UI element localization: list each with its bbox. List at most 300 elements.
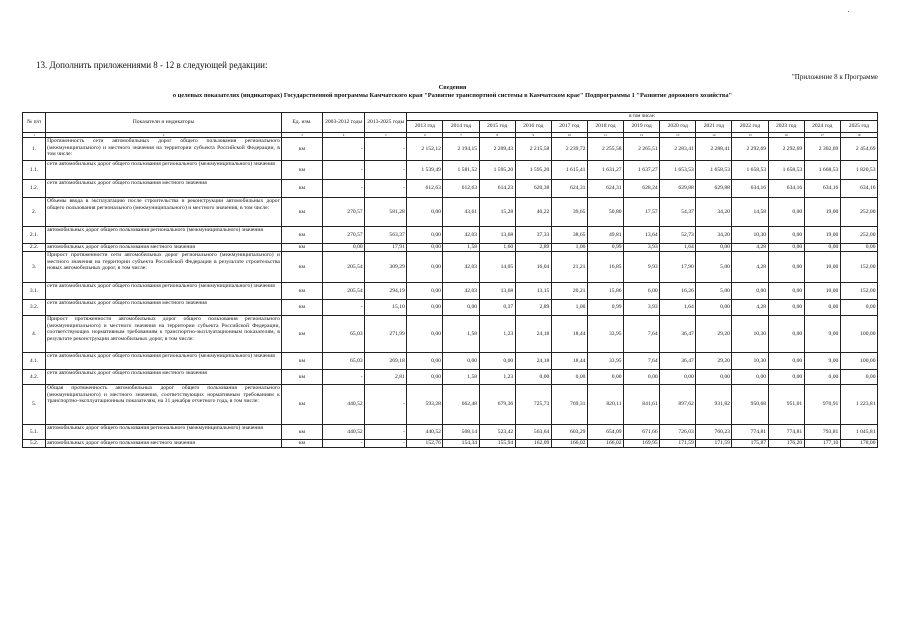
column-number: 2 xyxy=(46,133,282,138)
year-value: 176,20 xyxy=(768,440,804,448)
year-value: 931,82 xyxy=(696,385,732,425)
year-value: 9,93 xyxy=(624,252,660,283)
year-value: 152,00 xyxy=(840,252,877,283)
year-value: 34,20 xyxy=(696,227,732,244)
year-value: 10,30 xyxy=(732,353,768,370)
table-row xyxy=(23,252,878,283)
year-value: 0,00 xyxy=(732,370,768,385)
header-year: 2018 год xyxy=(587,121,623,133)
indicator-name: Прирост протяженности сети автомобильных дорог регионального (межмуниципального) и местного значения на территории субъекта Российской Федерации в результате строительства новых автомобильных дорог, в том числе: xyxy=(46,252,282,283)
year-value: 0,00 xyxy=(407,198,443,227)
year-value: 0,00 xyxy=(407,227,443,244)
year-value: 40,22 xyxy=(515,198,551,227)
unit-cell: км xyxy=(281,252,322,283)
year-value: 1 820,53 xyxy=(840,161,877,180)
year-value: 24,18 xyxy=(515,316,551,353)
year-value: 15,28 xyxy=(479,198,515,227)
year-value: 20,21 xyxy=(551,283,587,300)
year-value: 18,44 xyxy=(551,316,587,353)
year-value: 1 539,49 xyxy=(407,161,443,180)
indicators-table xyxy=(22,112,878,448)
header-period-2013-2025: 2013-2025 годы xyxy=(365,113,407,133)
year-value: 1 045,81 xyxy=(840,425,877,440)
year-value: 0,00 xyxy=(840,370,877,385)
year-value: 2,89 xyxy=(515,300,551,316)
unit-cell: км xyxy=(281,161,322,180)
column-number: 14 xyxy=(696,133,732,138)
header-year: 2013 год xyxy=(407,121,443,133)
year-value: 49,81 xyxy=(587,227,623,244)
year-value: 9,00 xyxy=(804,316,840,353)
table-row xyxy=(23,440,878,448)
period-2003-2012-value: - xyxy=(323,161,365,180)
period-2013-2025-value: - xyxy=(365,138,407,161)
header-period-2003-2012: 2003-2012 годы xyxy=(323,113,365,133)
row-number: 4.1. xyxy=(23,353,46,370)
year-value: 612,63 xyxy=(407,180,443,198)
year-value: 620,38 xyxy=(515,180,551,198)
column-number: 7 xyxy=(443,133,479,138)
year-value: 2 454,69 xyxy=(840,138,877,161)
year-value: 5,00 xyxy=(696,283,732,300)
period-2013-2025-value: 15,10 xyxy=(365,300,407,316)
year-value: 100,00 xyxy=(840,316,877,353)
period-2013-2025-value: 563,37 xyxy=(365,227,407,244)
year-value: 970,91 xyxy=(804,385,840,425)
column-number: 15 xyxy=(732,133,768,138)
year-value: 440,52 xyxy=(407,425,443,440)
year-value: 2 255,58 xyxy=(587,138,623,161)
year-value: 16,85 xyxy=(587,252,623,283)
year-value: 2 292,69 xyxy=(768,138,804,161)
year-value: 10,30 xyxy=(732,227,768,244)
year-value: 1,23 xyxy=(479,370,515,385)
year-value: 18,44 xyxy=(551,353,587,370)
year-value: 166,02 xyxy=(551,440,587,448)
column-number: 17 xyxy=(804,133,840,138)
document-subtitle: о целевых показателях (индикаторах) Государственной программы Камчатского края "Развитие транспортной системы в Камчатском крае" Подпрограммы 1 "Развитие дорожного хозяйства" xyxy=(172,92,733,99)
year-value: 1 595,20 xyxy=(515,161,551,180)
year-value: 14,05 xyxy=(479,252,515,283)
year-value: 0,00 xyxy=(768,227,804,244)
year-value: 16,04 xyxy=(515,252,551,283)
table-row xyxy=(23,353,878,370)
year-value: 2 265,51 xyxy=(624,138,660,161)
year-value: 1,58 xyxy=(443,370,479,385)
indicator-name: сети автомобильных дорог общего пользования местного значения xyxy=(46,370,282,385)
year-value: 593,28 xyxy=(407,385,443,425)
period-2003-2012-value: 65,03 xyxy=(323,353,365,370)
row-number: 3.1. xyxy=(23,283,46,300)
year-value: 725,73 xyxy=(515,385,551,425)
indicator-name: автомобильных дорог общего пользования регионального (межмуниципального) значения xyxy=(46,425,282,440)
year-value: 36,47 xyxy=(660,353,696,370)
year-value: 1,58 xyxy=(443,244,479,252)
year-value: 177,10 xyxy=(804,440,840,448)
indicator-name: сети автомобильных дорог общего пользования регионального (межмуниципального) значения xyxy=(46,353,282,370)
indicator-name: Протяженность сети автомобильных дорог общего пользования регионального (межмуниципального) и местного значения на территории субъекта Российской Федерации, в том числе: xyxy=(46,138,282,161)
year-value: 1 223,81 xyxy=(840,385,877,425)
indicator-name: Прирост протяженности автомобильных дорог общего пользования регионального (межмуниципального) и местного значения на территории субъекта Российской Федерации, соответствующих нормативным требованиям к транспортно-эксплуатационным показателям, в результате реконструкции автомобильных дорог, в том числе: xyxy=(46,316,282,353)
year-value: 671,66 xyxy=(624,425,660,440)
year-value: 162,09 xyxy=(515,440,551,448)
year-value: 36,47 xyxy=(660,316,696,353)
year-value: 2 288,41 xyxy=(696,138,732,161)
header-year: 2024 год xyxy=(804,121,840,133)
year-value: 950,68 xyxy=(732,385,768,425)
appendix-label: "Приложение 8 к Программе xyxy=(791,73,878,81)
row-number: 1.1. xyxy=(23,161,46,180)
year-value: 0,00 xyxy=(804,300,840,316)
year-value: 42,03 xyxy=(443,283,479,300)
year-value: 39,65 xyxy=(551,198,587,227)
year-value: 169,95 xyxy=(624,440,660,448)
column-number: 18 xyxy=(840,133,877,138)
year-value: 10,00 xyxy=(804,252,840,283)
indicator-name: Объемы ввода в эксплуатацию после строительства и реконструкции автомобильных дорог общего пользования регионального (межмуниципального) и местного значения, в том числе: xyxy=(46,198,282,227)
header-year: 2021 год xyxy=(696,121,732,133)
row-number: 1. xyxy=(23,138,46,161)
year-value: 5,00 xyxy=(696,252,732,283)
year-value: 0,00 xyxy=(407,316,443,353)
year-value: 0,00 xyxy=(768,244,804,252)
year-value: 612,63 xyxy=(443,180,479,198)
year-value: 1,00 xyxy=(551,300,587,316)
unit-cell: км xyxy=(281,198,322,227)
year-value: 0,00 xyxy=(587,370,623,385)
year-value: 508,14 xyxy=(443,425,479,440)
year-value: 13,64 xyxy=(624,227,660,244)
year-value: 7,64 xyxy=(624,316,660,353)
header-year: 2017 год xyxy=(551,121,587,133)
year-value: 1,64 xyxy=(660,244,696,252)
header-year: 2022 год xyxy=(732,121,768,133)
year-value: 0,00 xyxy=(696,244,732,252)
year-value: 2 152,12 xyxy=(407,138,443,161)
unit-cell: км xyxy=(281,440,322,448)
unit-cell: км xyxy=(281,300,322,316)
year-value: 634,16 xyxy=(840,180,877,198)
year-value: 0,00 xyxy=(624,370,660,385)
table-row xyxy=(23,283,878,300)
year-value: 1 615,41 xyxy=(551,161,587,180)
year-value: 16,26 xyxy=(660,283,696,300)
table-row xyxy=(23,425,878,440)
year-value: 614,23 xyxy=(479,180,515,198)
unit-cell: км xyxy=(281,316,322,353)
year-value: 2,89 xyxy=(515,244,551,252)
period-2003-2012-value: - xyxy=(323,300,365,316)
year-value: 563,64 xyxy=(515,425,551,440)
table-row xyxy=(23,316,878,353)
year-value: 2 215,58 xyxy=(515,138,551,161)
year-value: 629,88 xyxy=(696,180,732,198)
unit-cell: км xyxy=(281,180,322,198)
column-number: 1 xyxy=(23,133,46,138)
year-value: 42,03 xyxy=(443,252,479,283)
row-number: 5.2. xyxy=(23,440,46,448)
year-value: 0,00 xyxy=(768,283,804,300)
year-value: 2 239,72 xyxy=(551,138,587,161)
unit-cell: км xyxy=(281,244,322,252)
year-value: 33,95 xyxy=(587,316,623,353)
year-value: 0,00 xyxy=(840,300,877,316)
indicator-name: Общая протяженность автомобильных дорог общего пользования регионального (межмуниципального) и местного значения, соответствующих нормативным требованиям к транспортно-эксплуатационным показателям, на 31 декабря отчетного года, в том числе: xyxy=(46,385,282,425)
column-number: 4 xyxy=(323,133,365,138)
period-2013-2025-value: - xyxy=(365,440,407,448)
period-2003-2012-value: 205,54 xyxy=(323,283,365,300)
year-value: 1 581,52 xyxy=(443,161,479,180)
period-2003-2012-value: 270,57 xyxy=(323,227,365,244)
year-value: 0,00 xyxy=(804,370,840,385)
unit-cell: км xyxy=(281,227,322,244)
year-value: 17,57 xyxy=(624,198,660,227)
year-value: 634,16 xyxy=(768,180,804,198)
year-value: 0,00 xyxy=(551,370,587,385)
year-value: 1 658,53 xyxy=(768,161,804,180)
period-2013-2025-value: - xyxy=(365,385,407,425)
period-2003-2012-value: - xyxy=(323,180,365,198)
indicator-name: автомобильных дорог общего пользования регионального (межмуниципального) значения xyxy=(46,227,282,244)
unit-cell: км xyxy=(281,283,322,300)
year-value: 29,20 xyxy=(696,353,732,370)
year-value: 3,93 xyxy=(624,300,660,316)
year-value: 29,20 xyxy=(696,316,732,353)
row-number: 2. xyxy=(23,198,46,227)
table-row xyxy=(23,244,878,252)
year-value: 679,36 xyxy=(479,385,515,425)
year-value: 1 595,20 xyxy=(479,161,515,180)
year-value: 523,42 xyxy=(479,425,515,440)
period-2003-2012-value: 440,52 xyxy=(323,385,365,425)
year-value: 793,81 xyxy=(804,425,840,440)
year-value: 1,58 xyxy=(443,316,479,353)
year-value: 624,31 xyxy=(551,180,587,198)
column-number: 9 xyxy=(515,133,551,138)
year-value: 2 302,69 xyxy=(804,138,840,161)
column-number: 5 xyxy=(365,133,407,138)
year-value: 0,37 xyxy=(479,300,515,316)
year-value: 13,15 xyxy=(515,283,551,300)
year-value: 154,34 xyxy=(443,440,479,448)
year-value: 0,00 xyxy=(443,300,479,316)
amendment-heading: 13. Дополнить приложениями 8 - 12 в следующей редакции: xyxy=(36,60,268,70)
year-value: 178,00 xyxy=(840,440,877,448)
year-value: 1,23 xyxy=(479,316,515,353)
header-including: в том числе: xyxy=(407,113,878,121)
year-value: 10,30 xyxy=(732,316,768,353)
year-value: 166,02 xyxy=(587,440,623,448)
year-value: 37,33 xyxy=(515,227,551,244)
year-value: 43,61 xyxy=(443,198,479,227)
period-2013-2025-value: - xyxy=(365,161,407,180)
row-number: 1.2. xyxy=(23,180,46,198)
year-value: 152,76 xyxy=(407,440,443,448)
row-number: 4.2. xyxy=(23,370,46,385)
period-2013-2025-value: 17,91 xyxy=(365,244,407,252)
year-value: 14,58 xyxy=(732,198,768,227)
period-2013-2025-value: 309,29 xyxy=(365,252,407,283)
period-2003-2012-value: 270,57 xyxy=(323,198,365,227)
year-value: 13,68 xyxy=(479,283,515,300)
row-number: 5. xyxy=(23,385,46,425)
scan-speck xyxy=(848,11,849,12)
header-indicator: Показатели и индикаторы xyxy=(46,113,282,133)
year-value: 2 283,41 xyxy=(660,138,696,161)
unit-cell: км xyxy=(281,425,322,440)
table-row xyxy=(23,300,878,316)
year-value: 0,00 xyxy=(407,353,443,370)
header-year: 2014 год xyxy=(443,121,479,133)
period-2013-2025-value: - xyxy=(365,180,407,198)
year-value: 634,16 xyxy=(804,180,840,198)
indicator-name: сети автомобильных дорог общего пользования регионального (межмуниципального) значения xyxy=(46,283,282,300)
year-value: 897,62 xyxy=(660,385,696,425)
year-value: 634,16 xyxy=(732,180,768,198)
indicator-name: автомобильных дорог общего пользования местного значения xyxy=(46,244,282,252)
column-number: 8 xyxy=(479,133,515,138)
year-value: 628,24 xyxy=(624,180,660,198)
year-value: 0,00 xyxy=(804,244,840,252)
year-value: 0,00 xyxy=(732,283,768,300)
table-row xyxy=(23,180,878,198)
header-year: 2016 год xyxy=(515,121,551,133)
period-2013-2025-value: 269,18 xyxy=(365,353,407,370)
year-value: 33,95 xyxy=(587,353,623,370)
unit-cell: км xyxy=(281,385,322,425)
year-value: 4,28 xyxy=(732,244,768,252)
year-value: 171,59 xyxy=(696,440,732,448)
table-row xyxy=(23,138,878,161)
year-value: 34,20 xyxy=(696,198,732,227)
year-value: 0,00 xyxy=(479,353,515,370)
year-value: 155,94 xyxy=(479,440,515,448)
year-value: 1,60 xyxy=(479,244,515,252)
year-value: 1,64 xyxy=(660,300,696,316)
year-value: 0,00 xyxy=(768,252,804,283)
year-value: 1 637,27 xyxy=(624,161,660,180)
year-value: 0,00 xyxy=(768,370,804,385)
year-value: 7,64 xyxy=(624,353,660,370)
period-2003-2012-value: 440,52 xyxy=(323,425,365,440)
column-number: 10 xyxy=(551,133,587,138)
year-value: 603,29 xyxy=(551,425,587,440)
unit-cell: км xyxy=(281,138,322,161)
unit-cell: км xyxy=(281,370,322,385)
year-value: 19,00 xyxy=(804,227,840,244)
year-value: 252,00 xyxy=(840,227,877,244)
year-value: 4,28 xyxy=(732,300,768,316)
year-value: 171,59 xyxy=(660,440,696,448)
column-number: 3 xyxy=(281,133,322,138)
period-2003-2012-value: - xyxy=(323,440,365,448)
year-value: 9,00 xyxy=(804,353,840,370)
year-value: 726,03 xyxy=(660,425,696,440)
year-value: 0,00 xyxy=(407,370,443,385)
period-2003-2012-value: - xyxy=(323,138,365,161)
year-value: 175,87 xyxy=(732,440,768,448)
year-value: 1 631,27 xyxy=(587,161,623,180)
header-year: 2023 год xyxy=(768,121,804,133)
indicator-name: сети автомобильных дорог общего пользования местного значения xyxy=(46,180,282,198)
header-num: № п/п xyxy=(23,113,46,133)
year-value: 629,88 xyxy=(660,180,696,198)
year-value: 24,18 xyxy=(515,353,551,370)
table-row xyxy=(23,161,878,180)
year-value: 21,21 xyxy=(551,252,587,283)
indicator-name: автомобильных дорог общего пользования местного значения xyxy=(46,440,282,448)
year-value: 17,90 xyxy=(660,252,696,283)
year-value: 4,28 xyxy=(732,252,768,283)
year-value: 10,00 xyxy=(804,283,840,300)
period-2003-2012-value: 65,03 xyxy=(323,316,365,353)
year-value: 0,00 xyxy=(443,353,479,370)
row-number: 2.1. xyxy=(23,227,46,244)
year-value: 0,99 xyxy=(587,244,623,252)
year-value: 152,00 xyxy=(840,283,877,300)
year-value: 252,00 xyxy=(840,198,877,227)
year-value: 841,61 xyxy=(624,385,660,425)
header-year: 2019 год xyxy=(624,121,660,133)
table-row xyxy=(23,370,878,385)
year-value: 0,00 xyxy=(696,370,732,385)
year-value: 0,00 xyxy=(768,353,804,370)
year-value: 1 658,53 xyxy=(732,161,768,180)
year-value: 1 668,53 xyxy=(804,161,840,180)
year-value: 0,00 xyxy=(407,283,443,300)
year-value: 760,23 xyxy=(696,425,732,440)
row-number: 5.1. xyxy=(23,425,46,440)
period-2003-2012-value: 0,00 xyxy=(323,244,365,252)
column-number: 11 xyxy=(587,133,623,138)
year-value: 0,00 xyxy=(407,252,443,283)
table-row xyxy=(23,198,878,227)
row-number: 3. xyxy=(23,252,46,283)
period-2003-2012-value: 205,54 xyxy=(323,252,365,283)
table-row xyxy=(23,227,878,244)
year-value: 624,31 xyxy=(587,180,623,198)
header-year: 2015 год xyxy=(479,121,515,133)
indicator-name: сети автомобильных дорог общего пользования регионального (межмуниципального) значения xyxy=(46,161,282,180)
period-2013-2025-value: 2,81 xyxy=(365,370,407,385)
row-number: 4. xyxy=(23,316,46,353)
year-value: 0,00 xyxy=(696,300,732,316)
year-value: 54,37 xyxy=(660,198,696,227)
year-value: 0,00 xyxy=(660,370,696,385)
period-2013-2025-value: 581,28 xyxy=(365,198,407,227)
year-value: 654,09 xyxy=(587,425,623,440)
year-value: 820,11 xyxy=(587,385,623,425)
year-value: 0,00 xyxy=(768,316,804,353)
row-number: 3.2. xyxy=(23,300,46,316)
year-value: 1,00 xyxy=(551,244,587,252)
year-value: 2 194,15 xyxy=(443,138,479,161)
year-value: 662,48 xyxy=(443,385,479,425)
header-year: 2025 год xyxy=(840,121,877,133)
year-value: 0,00 xyxy=(407,244,443,252)
year-value: 42,03 xyxy=(443,227,479,244)
column-number: 12 xyxy=(624,133,660,138)
period-2013-2025-value: 271,99 xyxy=(365,316,407,353)
year-value: 2 292,69 xyxy=(732,138,768,161)
period-2013-2025-value: - xyxy=(365,425,407,440)
year-value: 1 653,53 xyxy=(660,161,696,180)
year-value: 13,68 xyxy=(479,227,515,244)
year-value: 19,00 xyxy=(804,198,840,227)
column-number: 16 xyxy=(768,133,804,138)
year-value: 0,00 xyxy=(515,370,551,385)
document-title: Сведения xyxy=(438,84,467,91)
